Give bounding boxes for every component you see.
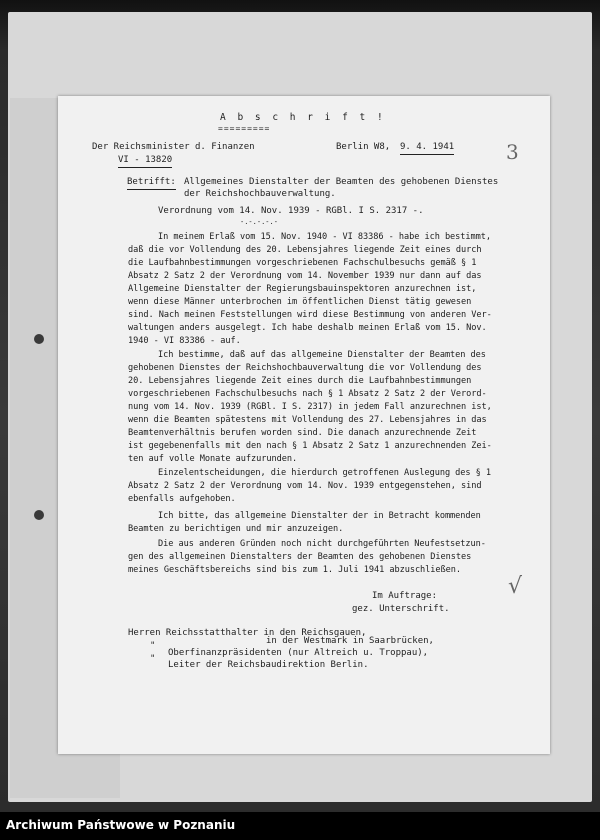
body-line: ten auf volle Monate aufzurunden. — [128, 454, 298, 464]
body-line: ist gegebenenfalls mit den nach § 1 Absatz 2 Satz 1 anzurechnenden Zei- — [128, 441, 492, 451]
page-number: 3 — [506, 140, 519, 164]
body-line: die Laufbahnbestimmungen vorgeschriebenen Fachschulbesuchs gemäß § 1 — [128, 258, 477, 268]
reference-number: VI - 13820 — [118, 154, 172, 168]
body-line: Beamten zu berichtigen und mir anzuzeigen. — [128, 524, 344, 534]
body-line: 20. Lebensjahres liegende Zeit eines durch die Laufbahnbestimmungen — [128, 376, 472, 386]
punch-hole — [34, 510, 44, 520]
signature-line: Im Auftrage: — [372, 591, 438, 601]
subject-regulation: Verordnung vom 14. Nov. 1939 - RGBl. I S. 2317 -. — [158, 206, 424, 216]
body-line: 1940 - VI 83386 - auf. — [128, 336, 241, 346]
body-line: Ich bestimme, daß auf das allgemeine Dienstalter der Beamten des — [158, 350, 486, 360]
archive-name: Archiwum Państwowe w Poznaniu — [6, 818, 236, 832]
recipient-line: Leiter der Reichsbaudirektion Berlin. — [168, 660, 369, 670]
body-line: meines Geschäftsbereichs sind bis zum 1. Juli 1941 abzuschließen. — [128, 565, 462, 575]
recipient-line: Oberfinanzpräsidenten (nur Altreich u. Troppau), — [168, 648, 429, 658]
body-line: Beamtenverhältnis berufen worden sind. Die danach anzurechnende Zeit — [128, 428, 477, 438]
signature-line: gez. Unterschrift. — [352, 604, 450, 614]
body-line: Ich bitte, das allgemeine Dienstalter der in Betracht kommenden — [158, 511, 481, 521]
body-line: In meinem Erlaß vom 15. Nov. 1940 - VI 83386 - habe ich bestimmt, — [158, 232, 492, 242]
body-line: Die aus anderen Gründen noch nicht durchgeführten Neufestsetzun- — [158, 539, 486, 549]
body-line: gen des allgemeinen Dienstalters der Beamten des gehobenen Dienstes — [128, 552, 472, 562]
body-line: Absatz 2 Satz 2 der Verordnung vom 14. November 1939 nur dann auf das — [128, 271, 482, 281]
body-line: waltungen anders ausgelegt. Ich habe deshalb meinen Erlaß vom 15. Nov. — [128, 323, 487, 333]
punch-hole — [34, 334, 44, 344]
body-line: nung vom 14. Nov. 1939 (RGBl. I S. 2317) in jedem Fall anzurechnen ist, — [128, 402, 492, 412]
subject-label: Betrifft: — [127, 176, 176, 190]
body-line: Einzelentscheidungen, die hierdurch getroffenen Auslegung des § 1 — [158, 468, 492, 478]
body-line: wenn die Beamten spätestens mit Vollendung des 27. Lebensjahres in das — [128, 415, 487, 425]
check-mark: √ — [508, 574, 523, 599]
archive-footer — [0, 812, 600, 840]
body-line: daß die vor Vollendung des 20. Lebensjahres liegende Zeit eines durch — [128, 245, 482, 255]
place: Berlin W8, — [336, 142, 391, 152]
document-date: 9. 4. 1941 — [400, 141, 454, 155]
body-line: sind. Nach meinen Feststellungen wird diese Bestimmung von anderen Ver- — [128, 310, 492, 320]
body-line: vorgeschriebenen Fachschulbesuchs nach § 1 Absatz 2 Satz 2 der Verord- — [128, 389, 487, 399]
subject-line: der Reichshochbauverwaltung. — [184, 189, 336, 199]
body-line: gehobenen Dienstes der Reichshochbauverwaltung die vor Vollendung des — [128, 363, 482, 373]
recipient-line: Herren Reichsstatthalter in den Reichsgauen, — [128, 628, 367, 638]
body-line: ebenfalls aufgehoben. — [128, 494, 236, 504]
body-line: Absatz 2 Satz 2 der Verordnung vom 14. Nov. 1939 entgegenstehen, sind — [128, 481, 482, 491]
body-line: Allgemeine Dienstalter der Regierungsbauinspektoren anzurechnen ist, — [128, 284, 477, 294]
document-title: A b s c h r i f t ! — [220, 112, 386, 123]
subject-line: Allgemeines Dienstalter der Beamten des gehobenen Dienstes — [184, 177, 499, 187]
sender: Der Reichsminister d. Finanzen — [92, 142, 255, 152]
body-line: wenn diese Männer unterbrochen im öffentlichen Dienst tätig gewesen — [128, 297, 472, 307]
recipient-line: in der Westmark in Saarbrücken, — [266, 636, 434, 646]
